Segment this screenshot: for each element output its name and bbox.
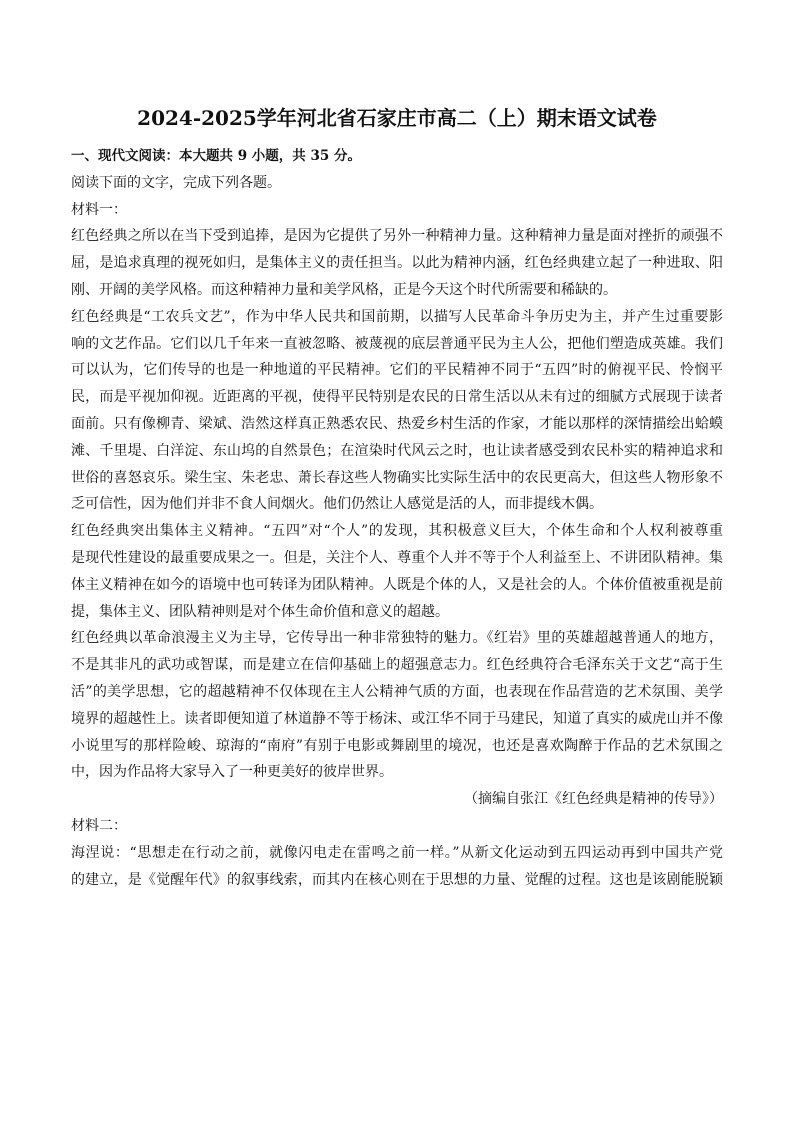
text-line: 红色经典是“工农兵文艺”，作为中华人民共和国前期，以描写人民革命斗争历史为主，并产生过重要影 xyxy=(71,308,723,325)
section-heading: 一、现代文阅读：本大题共 9 小题，共 35 分。 xyxy=(71,148,361,164)
source-citation: （摘编自张江《红色经典是精神的传导》） xyxy=(464,791,723,808)
text-line: 中，因为作品将大家导入了一种更美好的彼岸世界。 xyxy=(71,764,393,781)
text-line: 民，而是平视加仰视。近距离的平视，使得平民特别是农民的日常生活以从未有过的细腻方式展现于读者 xyxy=(71,389,723,406)
material-one-label: 材料一： xyxy=(71,201,127,218)
text-line: 屈，是追求真理的视死如归，是集体主义的责任担当。以此为精神内涵，红色经典建立起了一种进取、阳 xyxy=(71,255,723,272)
text-line: 响的文艺作品。它们以几千年来一直被忽略、被蔑视的底层普通平民为主人公，把他们塑造成英雄。我们 xyxy=(71,335,723,352)
text-line: 乏可信性，因为他们并非不食人间烟火。他们仍然让人感觉是活的人，而非提线木偶。 xyxy=(71,496,603,513)
material-two-label: 材料二： xyxy=(71,817,127,834)
text-line: 滩、千里堤、白洋淀、东山坞的自然景色；在渲染时代风云之时，也让读者感受到农民朴实的精神追求和 xyxy=(71,442,723,459)
text-line: 红色经典以革命浪漫主义为主导，它传导出一种非常独特的魅力。《红岩》里的英雄超越普通人的地方， xyxy=(71,630,723,647)
paragraph-material-two xyxy=(71,840,723,894)
text-line: 世俗的喜怒哀乐。梁生宝、朱老忠、萧长春这些人物确实比实际生活中的农民更高大，但这些人物形象不 xyxy=(71,469,723,486)
page-title: 2024-2025学年河北省石家庄市高二（上）期末语文试卷 xyxy=(137,106,657,130)
paragraph-1 xyxy=(71,223,723,303)
text-line: 面前。只有像柳青、梁斌、浩然这样真正熟悉农民、热爱乡村生活的作家，才能以那样的深情描绘出蛤蟆 xyxy=(71,415,723,432)
text-line: 体主义精神在如今的语境中也可转译为团队精神。人既是个体的人，又是社会的人。个体价值被重视是前 xyxy=(71,576,723,593)
paragraph-2 xyxy=(71,304,723,518)
text-line: 境界的超越性上。读者即便知道了林道静不等于杨沫、或江华不同于马建民，知道了真实的威虎山并不像 xyxy=(71,710,723,727)
paragraph-4 xyxy=(71,625,723,786)
paragraph-3 xyxy=(71,518,723,625)
document-body xyxy=(71,143,723,893)
instruction-text: 阅读下面的文字，完成下列各题。 xyxy=(71,174,281,191)
text-line: 小说里写的那样险峻、琼海的“南府”有别于电影或舞剧里的境况，也还是喜欢陶醉于作品的艺术氛围之 xyxy=(71,737,723,754)
text-line: 提，集体主义、团队精神则是对个体生命价值和意义的超越。 xyxy=(71,603,449,620)
text-line: 红色经典之所以在当下受到追捧，是因为它提供了另外一种精神力量。这种精神力量是面对挫折的顽强不 xyxy=(71,228,723,245)
text-line: 不是其非凡的武功或智谋，而是建立在信仰基础上的超强意志力。红色经典符合毛泽东关于文艺“高于生 xyxy=(71,657,723,674)
text-line: 是现代性建设的最重要成果之一。但是，关注个人、尊重个人并不等于个人利益至上、不讲团队精神。集 xyxy=(71,549,723,566)
text-line: 刚、开阔的美学风格。而这种精神力量和美学风格，正是今天这个时代所需要和稀缺的。 xyxy=(71,281,617,298)
text-line: 红色经典突出集体主义精神。“五四”对“个人”的发现，其积极意义巨大，个体生命和个人权利被尊重 xyxy=(71,523,723,540)
text-line: 海涅说：“思想走在行动之前，就像闪电走在雷鸣之前一样。”从新文化运动到五四运动再到中国共产党 xyxy=(71,844,723,861)
text-line: 可以认为，它们传导的也是一种地道的平民精神。它们的平民精神不同于“五四”时的俯视平民、怜悯平 xyxy=(71,362,723,379)
text-line: 的建立，是《觉醒年代》的叙事线索，而其内在核心则在于思想的力量、觉醒的过程。这也是该剧能脱颖 xyxy=(71,871,723,888)
text-line: 活”的美学思想，它的超越精神不仅体现在主人公精神气质的方面，也表现在作品营造的艺术氛围、美学 xyxy=(71,683,723,700)
